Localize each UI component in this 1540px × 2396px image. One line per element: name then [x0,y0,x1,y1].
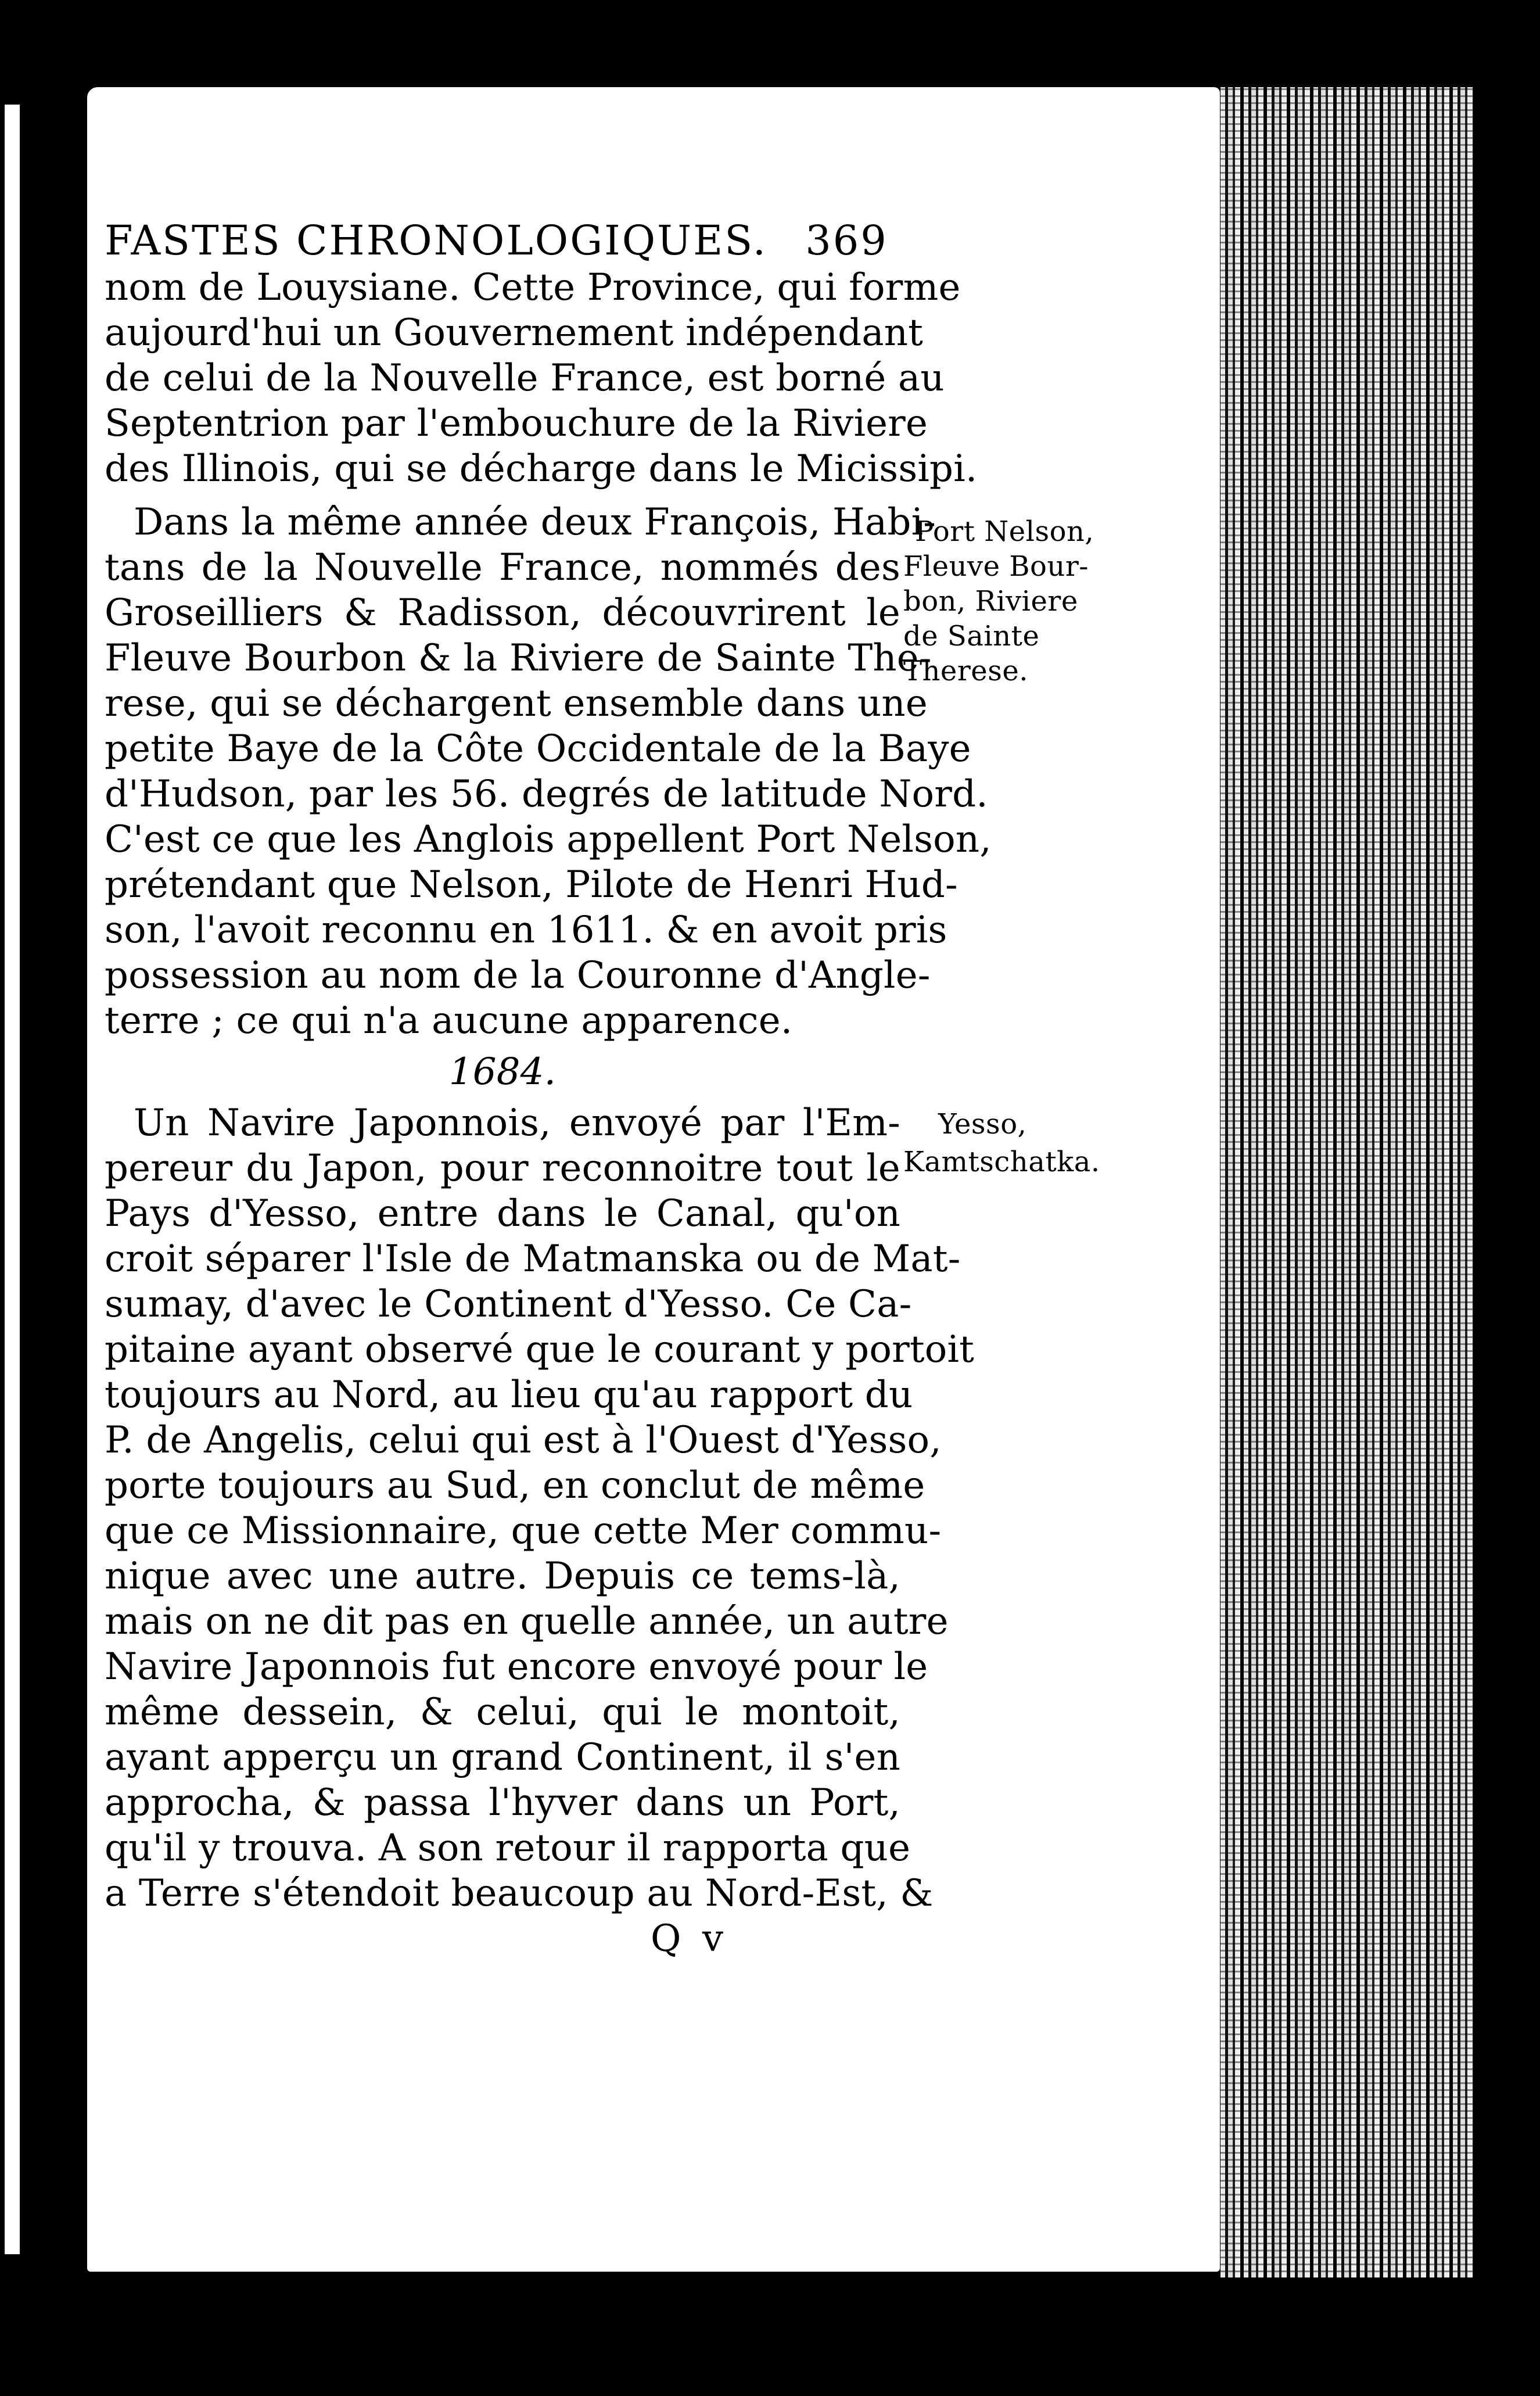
text-line: petite Baye de la Côte Occidentale de la Baye [105,727,971,770]
text-line: même dessein, & celui, qui le montoit, [105,1691,900,1734]
text-line: Fleuve Bourbon & la Riviere de Sainte The- [105,637,932,680]
text-line: d'Hudson, par les 56. degrés de latitude Nord. [105,773,988,816]
margin-note: Therese. [903,655,1028,687]
text-line: son, l'avoit reconnu en 1611. & en avoit pris [105,909,947,952]
text-line: a Terre s'étendoit beaucoup au Nord-Est, & [105,1872,934,1915]
text-line: nique avec une autre. Depuis ce tems-là, [105,1555,900,1598]
text-line: de celui de la Nouvelle France, est borné au [105,357,945,400]
margin-note: Kamtschatka. [903,1146,1100,1178]
text-line: Navire Japonnois fut encore envoyé pour le [105,1645,928,1688]
text-line: aujourd'hui un Gouvernement indépendant [105,311,924,354]
running-head [105,218,900,263]
text-line: qu'il y trouva. A son retour il rapporta que [105,1827,911,1870]
text-line: porte toujours au Sud, en conclut de même [105,1464,925,1507]
text-line: mais on ne dit pas en quelle année, un autre [105,1600,949,1643]
margin-note: Fleuve Bour- [903,550,1089,583]
margin-note: Port Nelson, [915,515,1094,548]
text-line: Un Navire Japonnois, envoyé par l'Em- [134,1102,900,1145]
text-line: approcha, & passa l'hyver dans un Port, [105,1781,900,1824]
text-line: possession au nom de la Couronne d'Angle- [105,954,931,997]
signature-mark: Q v [651,1917,728,1960]
page-edge-left [5,105,20,2254]
text-line: croit séparer l'Isle de Matmanska ou de Mat- [105,1238,961,1281]
page-number: 369 [805,217,888,264]
margin-note: de Sainte [903,620,1040,652]
text-line: Groseilliers & Radisson, découvrirent le [105,591,900,634]
text-line: que ce Missionnaire, que cette Mer commu- [105,1509,942,1552]
text-line: Septentrion par l'embouchure de la Riviere [105,402,928,445]
text-line: pereur du Japon, pour reconnoitre tout le [105,1147,900,1190]
year-heading: 1684. [448,1050,557,1093]
margin-note: bon, Riviere [903,585,1078,618]
page-stack-shadow [1217,87,1473,2277]
text-line: ayant apperçu un grand Continent, il s'en [105,1736,900,1779]
text-line: nom de Louysiane. Cette Province, qui forme [105,266,961,309]
text-line: C'est ce que les Anglois appellent Port Nelson, [105,818,992,861]
text-line: tans de la Nouvelle France, nommés des [105,546,900,589]
text-line: Dans la même année deux François, Habi- [134,501,936,544]
margin-note: Yesso, [938,1108,1027,1140]
text-line: terre ; ce qui n'a aucune apparence. [105,999,793,1042]
text-line: prétendant que Nelson, Pilote de Henri Hud- [105,863,958,906]
text-line: Pays d'Yesso, entre dans le Canal, qu'on [105,1192,900,1235]
text-line: rese, qui se déchargent ensemble dans une [105,682,928,725]
text-line: sumay, d'avec le Continent d'Yesso. Ce Ca- [105,1283,912,1326]
text-line: pitaine ayant observé que le courant y portoit [105,1328,975,1371]
text-line: toujours au Nord, au lieu qu'au rapport du [105,1373,913,1416]
running-title: FASTES CHRONOLOGIQUES. [105,217,767,264]
text-line: P. de Angelis, celui qui est à l'Ouest d'Yesso, [105,1419,942,1462]
text-line: des Illinois, qui se décharge dans le Micissipi. [105,447,978,490]
